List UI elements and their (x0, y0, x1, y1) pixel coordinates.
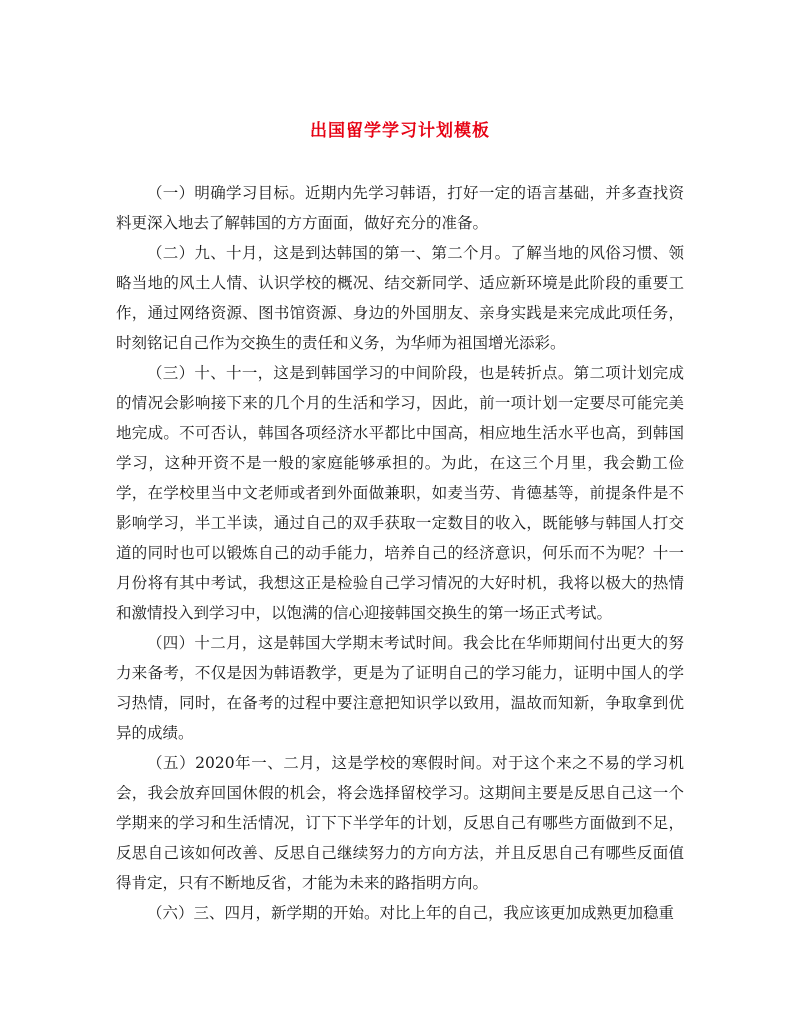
paragraph-5: （五）2020年一、二月，这是学校的寒假时间。对于这个来之不易的学习机会，我会放弃回国休假的机会，将会选择留校学习。这期间主要是反思自己这一个学期来的学习和生活情况，订下下半学年的计划，反思自己有哪些方面做到不足，反思自己该如何改善、反思自己继续努力的方向方法，并且反思自己有哪些反面值得肯定，只有不断地反省，才能为未来的路指明方向。 (116, 754, 684, 892)
document-body (116, 178, 684, 928)
paragraph-2: （二）九、十月，这是到达韩国的第一、第二个月。了解当地的风俗习惯、领略当地的风土人情、认识学校的概况、结交新同学、适应新环境是此阶段的重要工作，通过网络资源、图书馆资源、身边的外国朋友、亲身实践是来完成此项任务，时刻铭记自己作为交换生的责任和义务，为华师为祖国增光添彩。 (116, 244, 684, 352)
document-title: 出国留学学习计划模板 (310, 121, 490, 141)
paragraph-1: （一）明确学习目标。近期内先学习韩语，打好一定的语言基础，并多查找资料更深入地去了解韩国的方方面面，做好充分的准备。 (116, 184, 684, 232)
paragraph-3: （三）十、十一，这是到韩国学习的中间阶段，也是转折点。第二项计划完成的情况会影响接下来的几个月的生活和学习，因此，前一项计划一定要尽可能完美地完成。不可否认，韩国各项经济水平都比中国高，相应地生活水平也高，到韩国学习，这种开资不是一般的家庭能够承担的。为此，在这三个月里，我会勤工俭学，在学校里当中文老师或者到外面做兼职，如麦当劳、肯德基等，前提条件是不影响学习，半工半读，通过自己的双手获取一定数目的收入，既能够与韩国人打交道的同时也可以锻炼自己的动手能力，培养自己的经济意识，何乐而不为呢？十一月份将有其中考试，我想这正是检验自己学习情况的大好时机，我将以极大的热情和激情投入到学习中，以饱满的信心迎接韩国交换生的第一场正式考试。 (116, 364, 684, 622)
paragraph-4: （四）十二月，这是韩国大学期末考试时间。我会比在华师期间付出更大的努力来备考，不仅是因为韩语教学，更是为了证明自己的学习能力，证明中国人的学习热情，同时，在备考的过程中要注意把知识学以致用，温故而知新，争取拿到优异的成绩。 (116, 634, 684, 742)
paragraph-6: （六）三、四月，新学期的开始。对比上年的自己，我应该更加成熟更加稳重 (147, 904, 675, 922)
